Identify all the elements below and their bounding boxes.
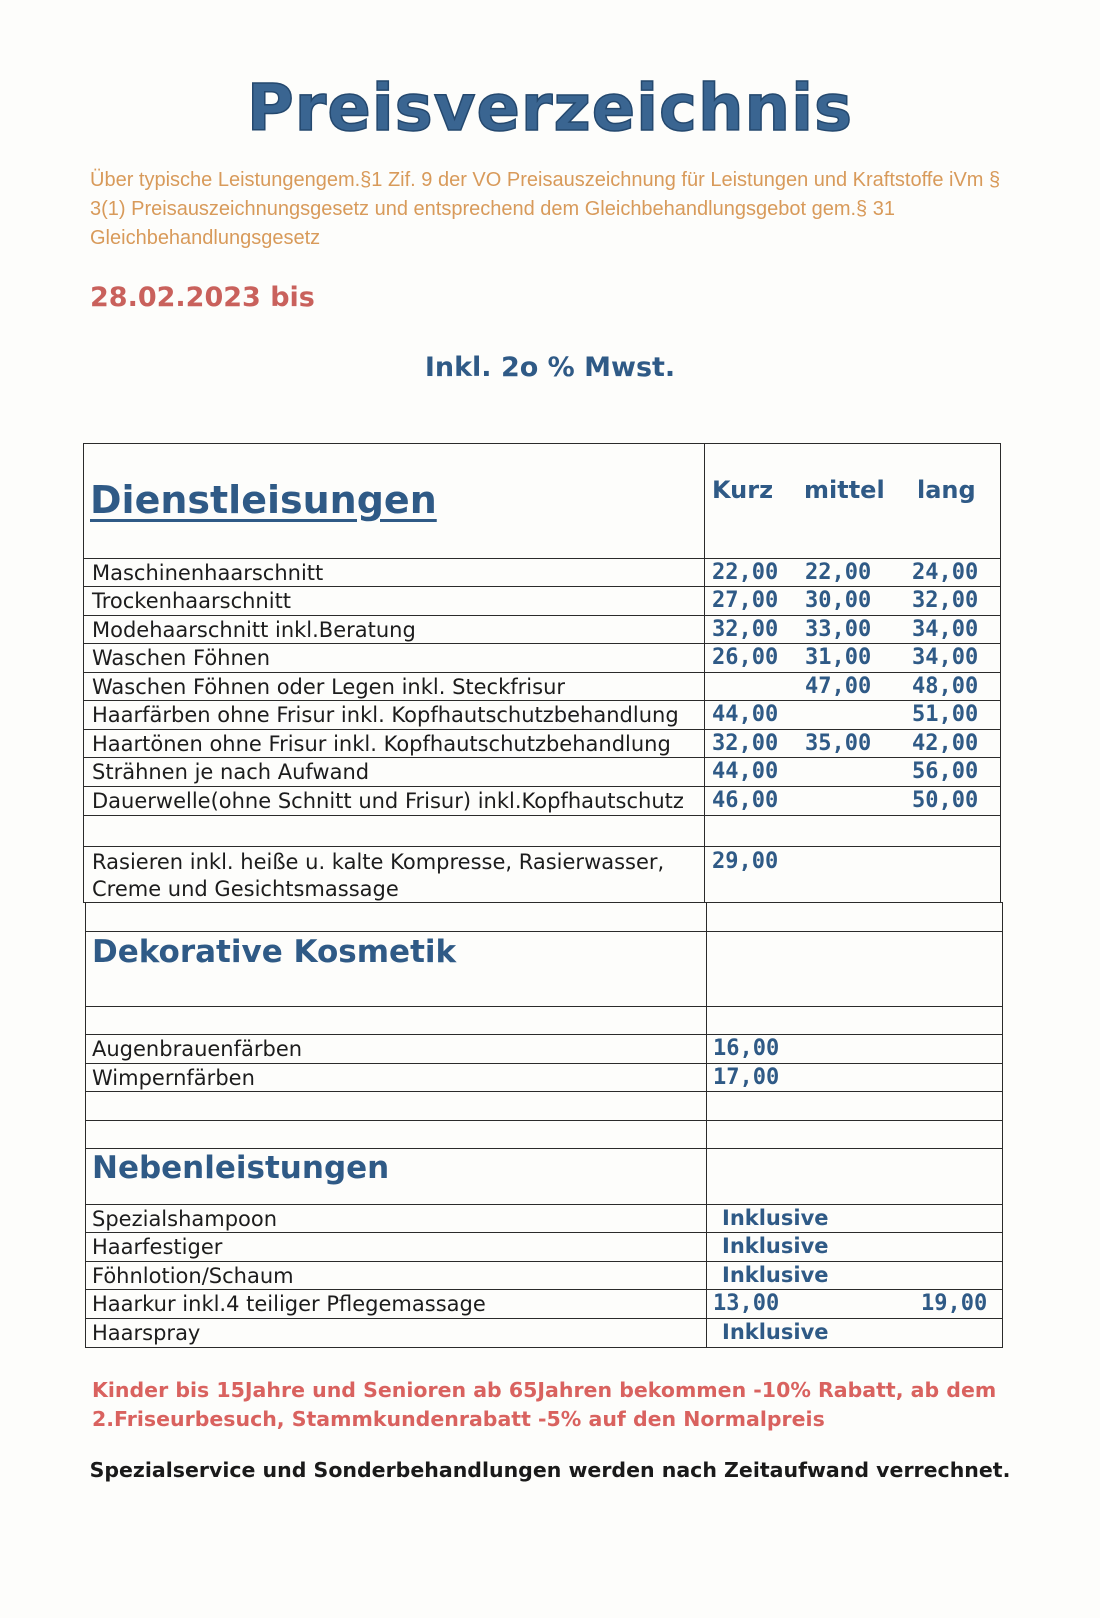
price-kurz: 32,00 — [712, 617, 779, 642]
row-divider — [83, 786, 1001, 787]
row-divider — [85, 1006, 1003, 1007]
row-divider — [85, 1232, 1003, 1233]
row-divider — [83, 615, 1001, 616]
service-name: Modehaarschnitt inkl.Beratung — [92, 618, 416, 642]
service-name: Haarkur inkl.4 teiliger Pflegemassage — [92, 1292, 486, 1316]
row-divider — [83, 815, 1001, 816]
price-mittel: 33,00 — [805, 617, 872, 642]
legal-notice: Über typische Leistungengem.§1 Zif. 9 der VO Preisauszeichnung für Leistungen und Kraftstoffe iVm § 3(1) Preisauszeichnungsgesetz und entsprechend dem Gleichbehandlungsgebot gem.§ 31 Gleichbehandlungsgesetz — [90, 169, 1001, 249]
price-mittel: 30,00 — [805, 588, 872, 613]
vat-note: Inkl. 2o % Mwst. — [424, 352, 676, 383]
price-kurz: 13,00 — [713, 1291, 780, 1316]
row-divider — [85, 1318, 1003, 1319]
column-divider — [706, 902, 707, 1348]
price-mittel: 35,00 — [805, 731, 872, 756]
row-divider — [85, 1204, 1003, 1205]
row-divider — [85, 1063, 1003, 1064]
row-divider — [83, 586, 1001, 587]
price-lang: 34,00 — [912, 617, 979, 642]
service-name: Wimpernfärben — [92, 1066, 255, 1090]
included-label: Inklusive — [722, 1320, 829, 1344]
price-lang: 19,00 — [921, 1291, 988, 1316]
validity-date: 28.02.2023 bis — [90, 282, 315, 313]
service-name: Augenbrauenfärben — [92, 1037, 303, 1061]
row-divider — [85, 1148, 1003, 1149]
row-divider — [83, 672, 1001, 673]
special-service-note: Spezialservice und Sonderbehandlungen werden nach Zeitaufwand verrechnet. — [89, 1458, 1011, 1482]
price-lang: 51,00 — [912, 702, 979, 727]
service-name: Maschinenhaarschnitt — [92, 561, 324, 585]
price-lang: 42,00 — [912, 731, 979, 756]
service-name: Föhnlotion/Schaum — [92, 1264, 294, 1288]
price-lang: 56,00 — [912, 759, 979, 784]
service-name: Haarfärben ohne Frisur inkl. Kopfhautschutzbehandlung — [92, 703, 679, 727]
section-heading-extras: Nebenleistungen — [92, 1150, 390, 1186]
service-name: Strähnen je nach Aufwand — [92, 760, 370, 784]
row-divider — [85, 1261, 1003, 1262]
column-header-kurz: Kurz — [712, 476, 774, 504]
service-name-line1: Rasieren inkl. heiße u. kalte Kompresse, Rasierwasser, — [92, 850, 665, 874]
section-heading-services: Dienstleisungen — [90, 478, 437, 522]
service-name: Waschen Föhnen oder Legen inkl. Steckfrisur — [92, 675, 566, 699]
service-name: Haarspray — [92, 1321, 201, 1345]
row-divider — [83, 643, 1001, 644]
price-kurz: 27,00 — [712, 588, 779, 613]
price-kurz: 44,00 — [712, 759, 779, 784]
included-label: Inklusive — [722, 1206, 829, 1230]
service-name: Spezialshampoon — [92, 1207, 278, 1231]
service-name-line2: Creme und Gesichtsmassage — [92, 877, 399, 901]
page-title: Preisverzeichnis — [246, 72, 854, 146]
discount-note: Kinder bis 15Jahre und Senioren ab 65Jahren bekommen -10% Rabatt, ab dem 2.Friseurbesuch, Stammkundenrabatt -5% auf den Normalpreis — [92, 1378, 997, 1431]
price-lang: 50,00 — [912, 788, 979, 813]
service-name: Haartönen ohne Frisur inkl. Kopfhautschutzbehandlung — [92, 732, 671, 756]
service-name: Haarfestiger — [92, 1235, 223, 1259]
included-label: Inklusive — [722, 1234, 829, 1258]
price-lang: 24,00 — [912, 560, 979, 585]
price-lang: 48,00 — [912, 674, 979, 699]
price-kurz: 26,00 — [712, 645, 779, 670]
price-kurz: 44,00 — [712, 702, 779, 727]
column-divider — [704, 443, 705, 903]
service-name: Waschen Föhnen — [92, 646, 271, 670]
section-heading-cosmetics: Dekorative Kosmetik — [92, 934, 457, 970]
price-kurz: 32,00 — [712, 731, 779, 756]
included-label: Inklusive — [722, 1263, 829, 1287]
row-divider — [85, 1120, 1003, 1121]
price-mittel: 47,00 — [805, 674, 872, 699]
price-kurz: 17,00 — [713, 1065, 780, 1090]
service-name: Dauerwelle(ohne Schnitt und Frisur) inkl.Kopfhautschutz — [92, 789, 684, 813]
row-divider — [83, 729, 1001, 730]
price-mittel: 22,00 — [805, 560, 872, 585]
service-name: Trockenhaarschnitt — [92, 589, 292, 613]
row-divider — [85, 931, 1003, 932]
price-lang: 32,00 — [912, 588, 979, 613]
row-divider — [83, 846, 1001, 847]
row-divider — [83, 700, 1001, 701]
price-kurz: 16,00 — [713, 1036, 780, 1061]
price-lang: 34,00 — [912, 645, 979, 670]
price-kurz: 29,00 — [712, 849, 779, 874]
column-header-mittel: mittel — [804, 476, 885, 504]
price-kurz: 22,00 — [712, 560, 779, 585]
row-divider — [83, 558, 1001, 559]
row-divider — [83, 757, 1001, 758]
price-mittel: 31,00 — [805, 645, 872, 670]
column-header-lang: lang — [917, 476, 976, 504]
price-kurz: 46,00 — [712, 788, 779, 813]
row-divider — [85, 1034, 1003, 1035]
row-divider — [85, 1289, 1003, 1290]
row-divider — [85, 1091, 1003, 1092]
